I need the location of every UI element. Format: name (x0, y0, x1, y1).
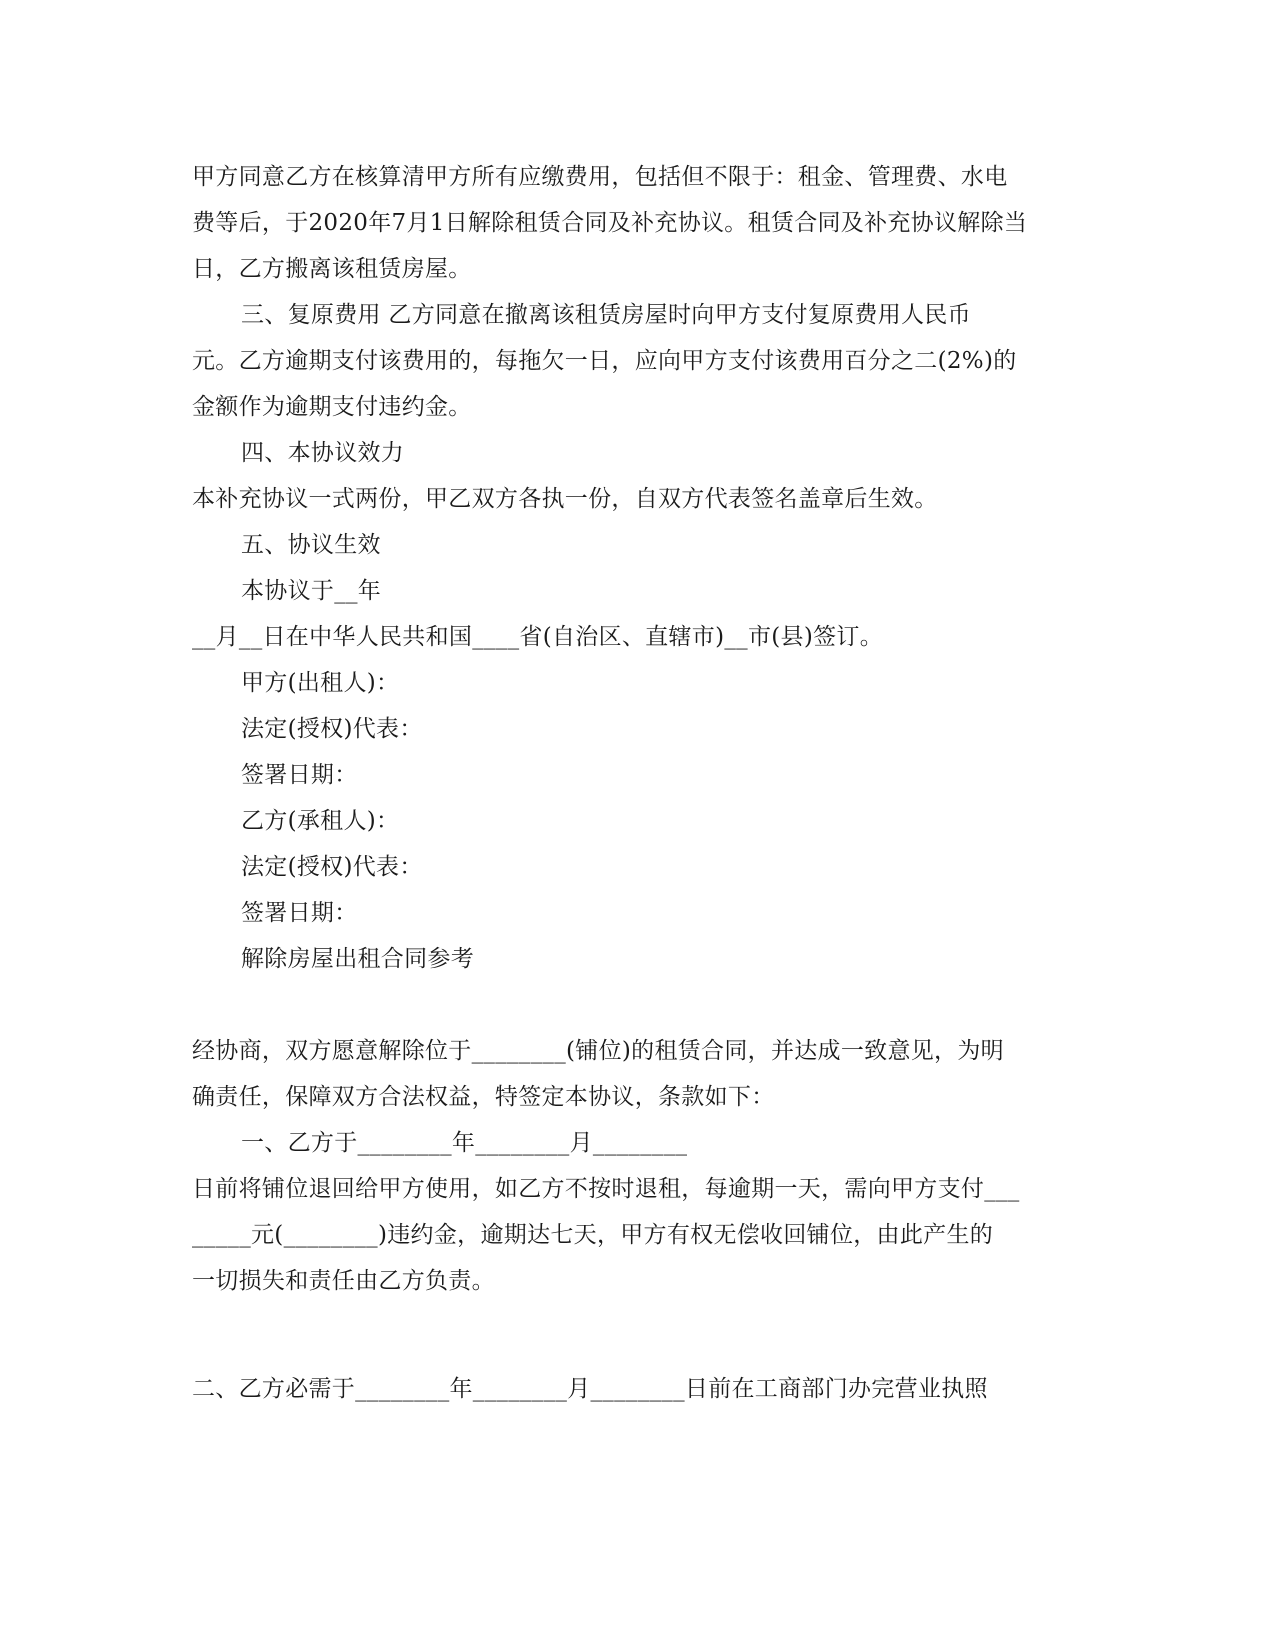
paragraph-line: 一切损失和责任由乙方负责。 (192, 1268, 495, 1294)
paragraph-line: 甲方同意乙方在核算清甲方所有应缴费用，包括但不限于：租金、管理费、水电 (192, 164, 1008, 190)
section-heading-4: 四、本协议效力 (241, 440, 405, 466)
clause-2: 二、乙方必需于________年________月________日前在工商部门办完营业执照 (192, 1376, 988, 1402)
clause-1: 一、乙方于________年________月________ (241, 1130, 688, 1156)
section-heading-5: 五、协议生效 (241, 532, 381, 558)
paragraph-line: 本协议于__年 (241, 578, 382, 604)
signature-label-date-a: 签署日期： (241, 762, 358, 788)
document-subtitle: 解除房屋出租合同参考 (241, 946, 474, 972)
paragraph-line: 元。乙方逾期支付该费用的，每拖欠一日，应向甲方支付该费用百分之二(2%)的 (192, 348, 1017, 374)
signature-label-representative-a: 法定(授权)代表： (241, 716, 423, 742)
paragraph-line: 费等后，于2020年7月1日解除租赁合同及补充协议。租赁合同及补充协议解除当 (192, 210, 1028, 236)
signature-label-party-b: 乙方(承租人)： (241, 808, 400, 834)
section-heading-3: 三、复原费用 乙方同意在撤离该租赁房屋时向甲方支付复原费用人民币 (241, 302, 971, 328)
paragraph-line: 日，乙方搬离该租赁房屋。 (192, 256, 472, 282)
paragraph-line: 确责任，保障双方合法权益，特签定本协议，条款如下： (192, 1084, 775, 1110)
paragraph-line: 本补充协议一式两份，甲乙双方各执一份，自双方代表签名盖章后生效。 (192, 486, 938, 512)
paragraph-line: _____元(________)违约金，逾期达七天，甲方有权无偿收回铺位，由此产生的 (192, 1222, 994, 1248)
paragraph-line: 经协商，双方愿意解除位于________(铺位)的租赁合同，并达成一致意见，为明 (192, 1038, 1004, 1064)
signature-label-representative-b: 法定(授权)代表： (241, 854, 423, 880)
signature-label-date-b: 签署日期： (241, 900, 358, 926)
paragraph-line: 金额作为逾期支付违约金。 (192, 394, 472, 420)
paragraph-line: __月__日在中华人民共和国____省(自治区、直辖市)__市(县)签订。 (192, 624, 883, 650)
paragraph-line: 日前将铺位退回给甲方使用，如乙方不按时退租，每逾期一天，需向甲方支付___ (192, 1176, 1020, 1202)
signature-label-party-a: 甲方(出租人)： (241, 670, 400, 696)
